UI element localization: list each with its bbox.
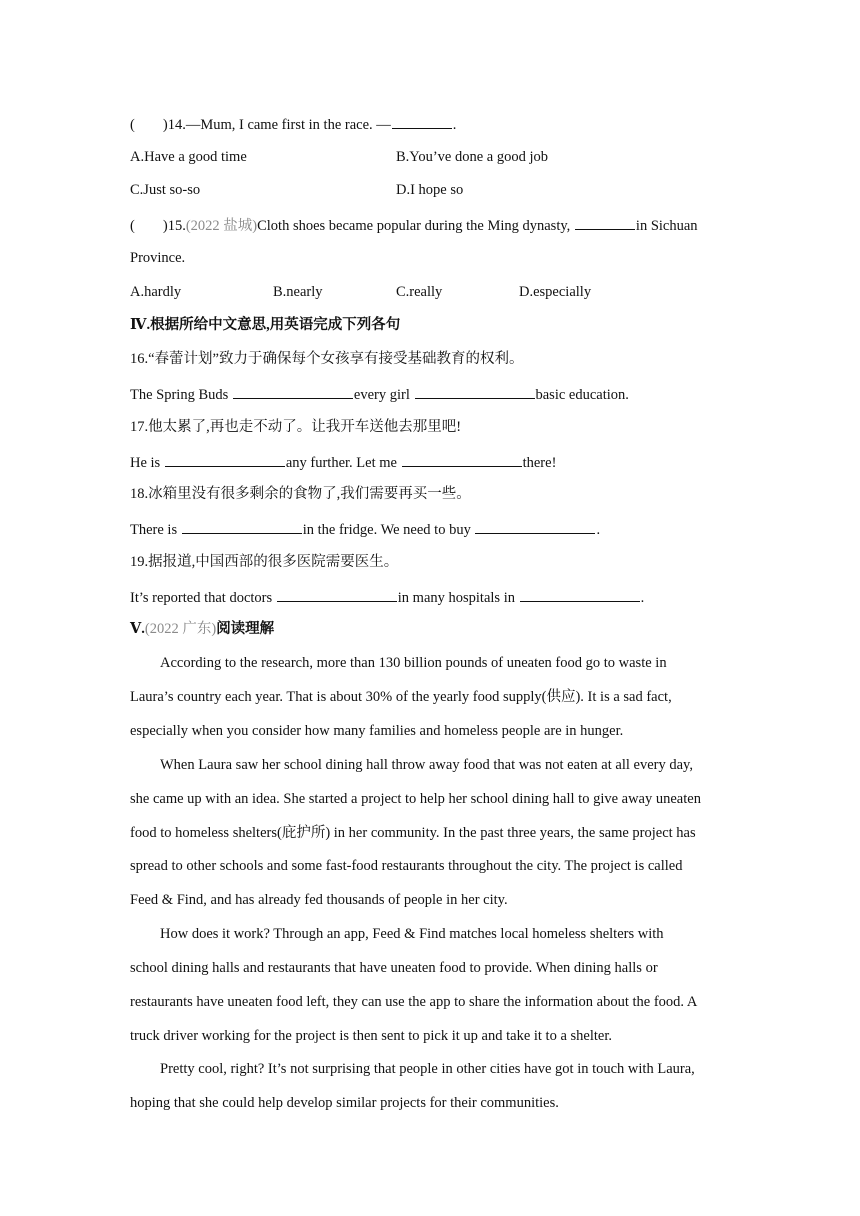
question-number: 15. xyxy=(167,218,186,234)
question-14: ( )14.—Mum, I came first in the race. — . xyxy=(130,117,457,133)
option-c[interactable]: C.Just so-so xyxy=(130,182,201,198)
option-b[interactable]: B.You’ve done a good job xyxy=(396,149,548,165)
item-16-english: The Spring Buds every girl basic education. xyxy=(130,387,629,403)
source-tag: (2022 广东) xyxy=(144,621,217,637)
answer-blank[interactable] xyxy=(392,116,452,129)
answer-blank[interactable] xyxy=(277,589,397,602)
answer-blank[interactable] xyxy=(165,454,285,467)
question-stem: Cloth shoes became popular during the Ming dynasty, xyxy=(257,218,574,234)
option-a[interactable]: A.hardly xyxy=(130,284,182,300)
answer-blank[interactable] xyxy=(402,454,522,467)
answer-blank[interactable] xyxy=(575,217,635,230)
passage-line: Pretty cool, right? It’s not surprising that people in other cities have got in touch with Laura, xyxy=(160,1061,695,1077)
answer-blank[interactable] xyxy=(233,386,353,399)
question-15: ( )15.(2022 盐城)Cloth shoes became popular during the Ming dynasty, in Sichuan xyxy=(130,218,698,234)
item-19-english: It’s reported that doctors in many hospitals in . xyxy=(130,590,645,606)
item-18-english: There is in the fridge. We need to buy . xyxy=(130,522,601,538)
option-a[interactable]: A.Have a good time xyxy=(130,149,247,165)
option-b[interactable]: B.nearly xyxy=(273,284,323,300)
item-17-english: He is any further. Let me there! xyxy=(130,455,557,471)
item-16-chinese: 16.“春蕾计划”致力于确保每个女孩享有接受基础教育的权利。 xyxy=(130,351,524,367)
item-19-chinese: 19.据报道,中国西部的很多医院需要医生。 xyxy=(130,554,399,570)
answer-paren-close: ) xyxy=(162,117,168,133)
answer-blank[interactable] xyxy=(182,521,302,534)
answer-paren-open: ( xyxy=(130,218,135,234)
passage-line: When Laura saw her school dining hall throw away food that was not eaten at all every day, xyxy=(160,757,693,773)
option-d[interactable]: D.especially xyxy=(519,284,592,300)
passage-line: How does it work? Through an app, Feed & Find matches local homeless shelters with xyxy=(160,926,664,942)
answer-blank[interactable] xyxy=(415,386,535,399)
source-tag: (2022 盐城) xyxy=(185,218,258,234)
passage-line: food to homeless shelters(庇护所) in her community. In the past three years, the same project has xyxy=(130,825,696,841)
answer-blank[interactable] xyxy=(520,589,640,602)
passage-line: spread to other schools and some fast-food restaurants throughout the city. The project is called xyxy=(130,858,683,874)
answer-paren-close: ) xyxy=(162,218,168,234)
passage-line: truck driver working for the project is then sent to pick it up and take it to a shelter. xyxy=(130,1028,612,1044)
passage-line: Laura’s country each year. That is about 30% of the yearly food supply(供应). It is a sad fact, xyxy=(130,689,672,705)
passage-line: school dining halls and restaurants that have uneaten food to provide. When dining halls or xyxy=(130,960,658,976)
section-4-title: Ⅳ.根据所给中文意思,用英语完成下列各句 xyxy=(130,317,401,333)
passage-line: Feed & Find, and has already fed thousands of people in her city. xyxy=(130,892,508,908)
item-18-chinese: 18.冰箱里没有很多剩余的食物了,我们需要再买一些。 xyxy=(130,486,471,502)
answer-paren-open: ( xyxy=(130,117,135,133)
question-stem-continued: Province. xyxy=(130,250,186,266)
passage-line: restaurants have uneaten food left, they can use the app to share the information about the food. A xyxy=(130,994,698,1010)
question-stem: 14.—Mum, I came first in the race. — xyxy=(167,117,391,133)
answer-blank[interactable] xyxy=(475,521,595,534)
section-5-title: Ⅴ.(2022 广东)阅读理解 xyxy=(130,621,275,637)
passage-line: she came up with an idea. She started a project to help her school dining hall to give away uneaten xyxy=(130,791,701,807)
option-d[interactable]: D.I hope so xyxy=(396,182,464,198)
passage-line: especially when you consider how many families and homeless people are in hunger. xyxy=(130,723,624,739)
item-17-chinese: 17.他太累了,再也走不动了。让我开车送他去那里吧! xyxy=(130,419,462,435)
passage-line: According to the research, more than 130 billion pounds of uneaten food go to waste in xyxy=(160,655,667,671)
option-c[interactable]: C.really xyxy=(396,284,443,300)
passage-line: hoping that she could help develop similar projects for their communities. xyxy=(130,1095,559,1111)
